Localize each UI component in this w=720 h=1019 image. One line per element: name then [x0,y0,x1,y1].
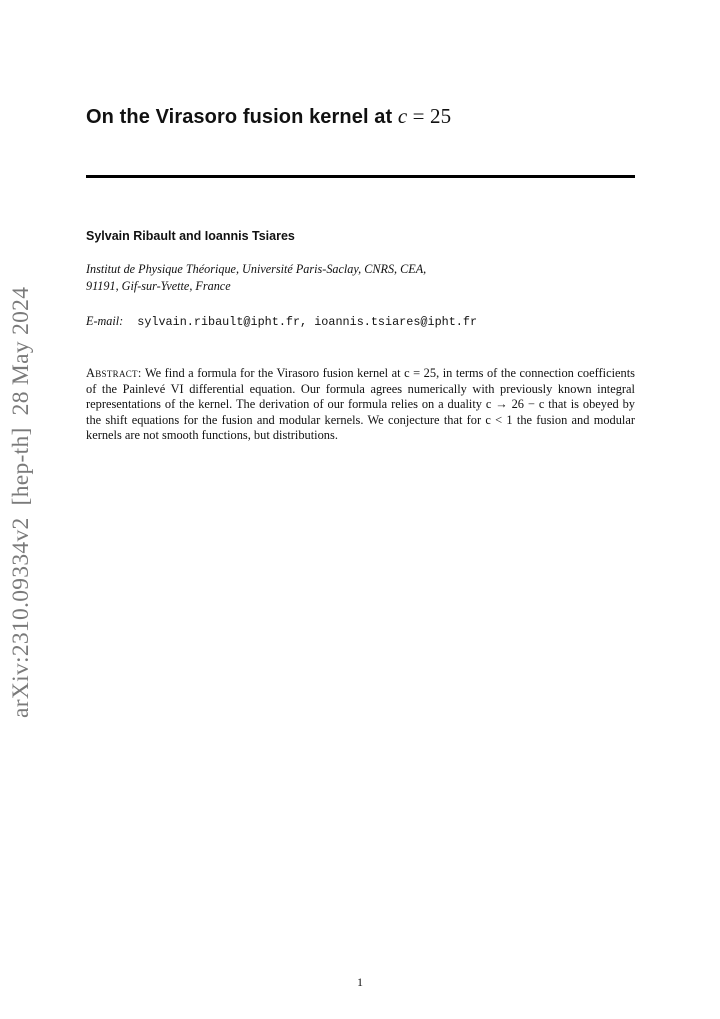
authors: Sylvain Ribault and Ioannis Tsiares [86,229,295,243]
email-line [86,310,477,329]
email-addresses[interactable]: sylvain.ribault@ipht.fr, ioannis.tsiares@ipht.fr [137,315,478,329]
arxiv-category: [hep-th] [8,427,34,506]
title-text: On the Virasoro fusion kernel at [86,106,398,128]
abstract-text: We find a formula for the Virasoro fusion kernel at c = 25, in terms of the connection coefficients of the Painlevé VI differential equation. Our formula agrees numerically with previously known integral representations of the kernel. The derivation of our formula relies on a duality c → 26 − c that is obeyed by the shift equations for the fusion and modular kernels. We conjecture that for c < 1 the fusion and modular kernels are not smooth functions, but distributions. [86,366,635,443]
title-rule [86,175,635,178]
email-label: E-mail: [86,314,124,328]
title-math [398,104,451,128]
page-number: 1 [357,975,363,989]
title-math-var: c [397,104,408,128]
arxiv-stamp [8,287,35,718]
paper-title [86,104,451,129]
affiliation [86,261,566,295]
arxiv-date: 28 May 2024 [8,286,34,416]
title-math-rest: = 25 [407,104,452,128]
abstract-label: Abstract: [86,366,142,380]
arxiv-id[interactable]: arXiv:2310.09334v2 [8,517,34,718]
affiliation-line-1: Institut de Physique Théorique, Université Paris-Saclay, CNRS, CEA, [86,262,427,276]
affiliation-line-2: 91191, Gif-sur-Yvette, France [86,279,231,293]
abstract [86,366,635,444]
